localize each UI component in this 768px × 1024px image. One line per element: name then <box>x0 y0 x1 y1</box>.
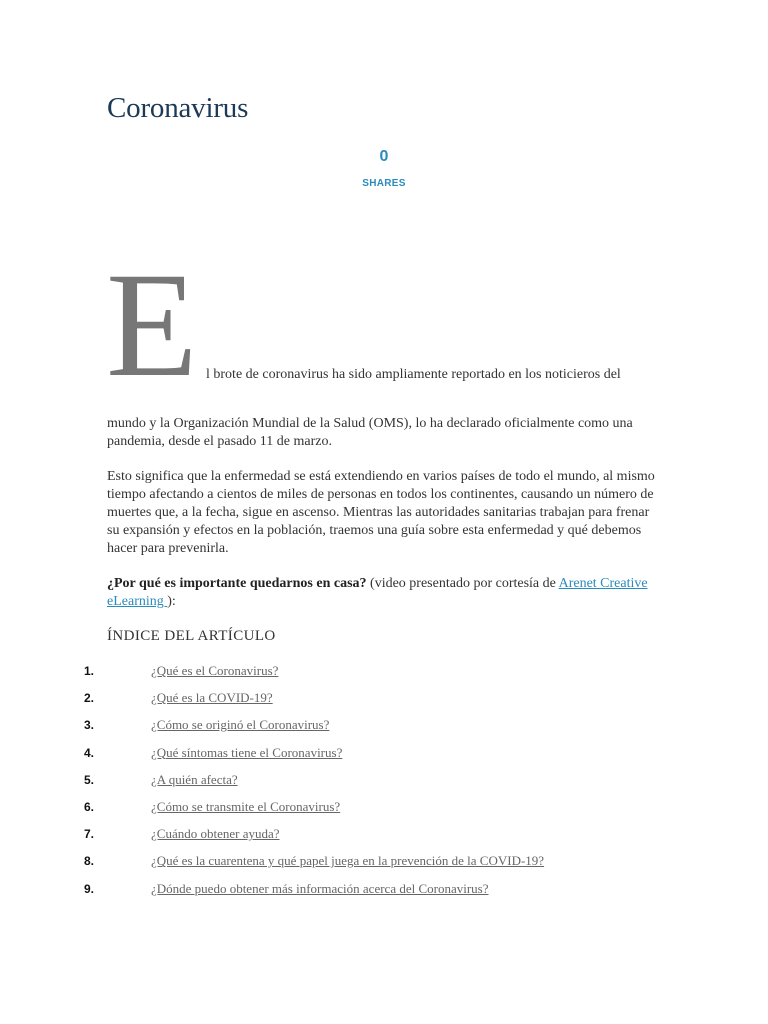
toc-item <box>0 772 768 799</box>
table-of-contents <box>0 663 768 908</box>
toc-number: 4. <box>84 745 95 760</box>
lead-sentence: l brote de coronavirus ha sido ampliamente reportado en los noticieros del <box>206 367 621 382</box>
toc-link[interactable]: ¿Cómo se originó el Coronavirus? <box>151 717 330 733</box>
toc-item <box>0 690 768 717</box>
toc-link[interactable]: ¿Cómo se transmite el Coronavirus? <box>151 798 341 814</box>
drop-cap-letter: E <box>106 242 198 408</box>
toc-number: 8. <box>84 854 95 869</box>
article-title: Coronavirus <box>107 92 249 124</box>
toc-item <box>0 853 768 880</box>
toc-number: 6. <box>84 799 95 814</box>
paragraph-explanation: Esto significa que la enfermedad se está extendiendo en varios países de todo el mundo, al mismo tiempo afectando a cientos de miles de personas en todos los continentes, causando un número de muertes que, a la fecha, sigue en ascenso. Mientras las autoridades sanitarias trabajan para frenar su expansión y efectos en la población, traemos una guía sobre esta enfermedad y qué debemos hacer para prevenirla. <box>107 469 655 556</box>
toc-item <box>0 663 768 690</box>
toc-item <box>0 881 768 908</box>
video-credit-paragraph <box>107 575 663 611</box>
toc-link[interactable]: ¿Dónde puedo obtener más información acerca del Coronavirus? <box>151 880 489 896</box>
toc-number: 5. <box>84 772 95 787</box>
toc-number: 7. <box>84 827 95 842</box>
toc-link[interactable]: ¿Qué es la COVID-19? <box>151 690 273 706</box>
toc-link[interactable]: ¿Qué es el Coronavirus? <box>151 663 279 678</box>
toc-number: 9. <box>84 881 95 896</box>
toc-item <box>0 826 768 853</box>
arenet-link[interactable]: Arenet Creative eLearning <box>107 576 648 609</box>
toc-item <box>0 799 768 826</box>
toc-link[interactable]: ¿Cuándo obtener ayuda? <box>151 826 280 842</box>
index-heading: ÍNDICE DEL ARTÍCULO <box>107 628 276 644</box>
video-question: ¿Por qué es importante quedarnos en casa? <box>107 576 367 591</box>
shares-label: SHARES <box>362 178 406 189</box>
shares-count: 0 <box>379 148 389 165</box>
toc-link[interactable]: ¿Qué síntomas tiene el Coronavirus? <box>151 744 343 760</box>
toc-link[interactable]: ¿Qué es la cuarentena y qué papel juega en la prevención de la COVID-19? <box>151 853 545 869</box>
toc-number: 2. <box>84 691 95 706</box>
toc-number: 3. <box>84 718 95 733</box>
share-counter[interactable] <box>334 148 434 189</box>
toc-item <box>0 745 768 772</box>
video-credit-text: (video presentado por cortesía de <box>366 576 559 591</box>
toc-item <box>0 717 768 744</box>
video-credit-close: ): <box>167 594 176 609</box>
toc-number: 1. <box>84 664 95 678</box>
paragraph-intro: mundo y la Organización Mundial de la Salud (OMS), lo ha declarado oficialmente como una pandemia, desde el pasado 11 de marzo. <box>107 416 633 449</box>
toc-link[interactable]: ¿A quién afecta? <box>151 771 238 787</box>
